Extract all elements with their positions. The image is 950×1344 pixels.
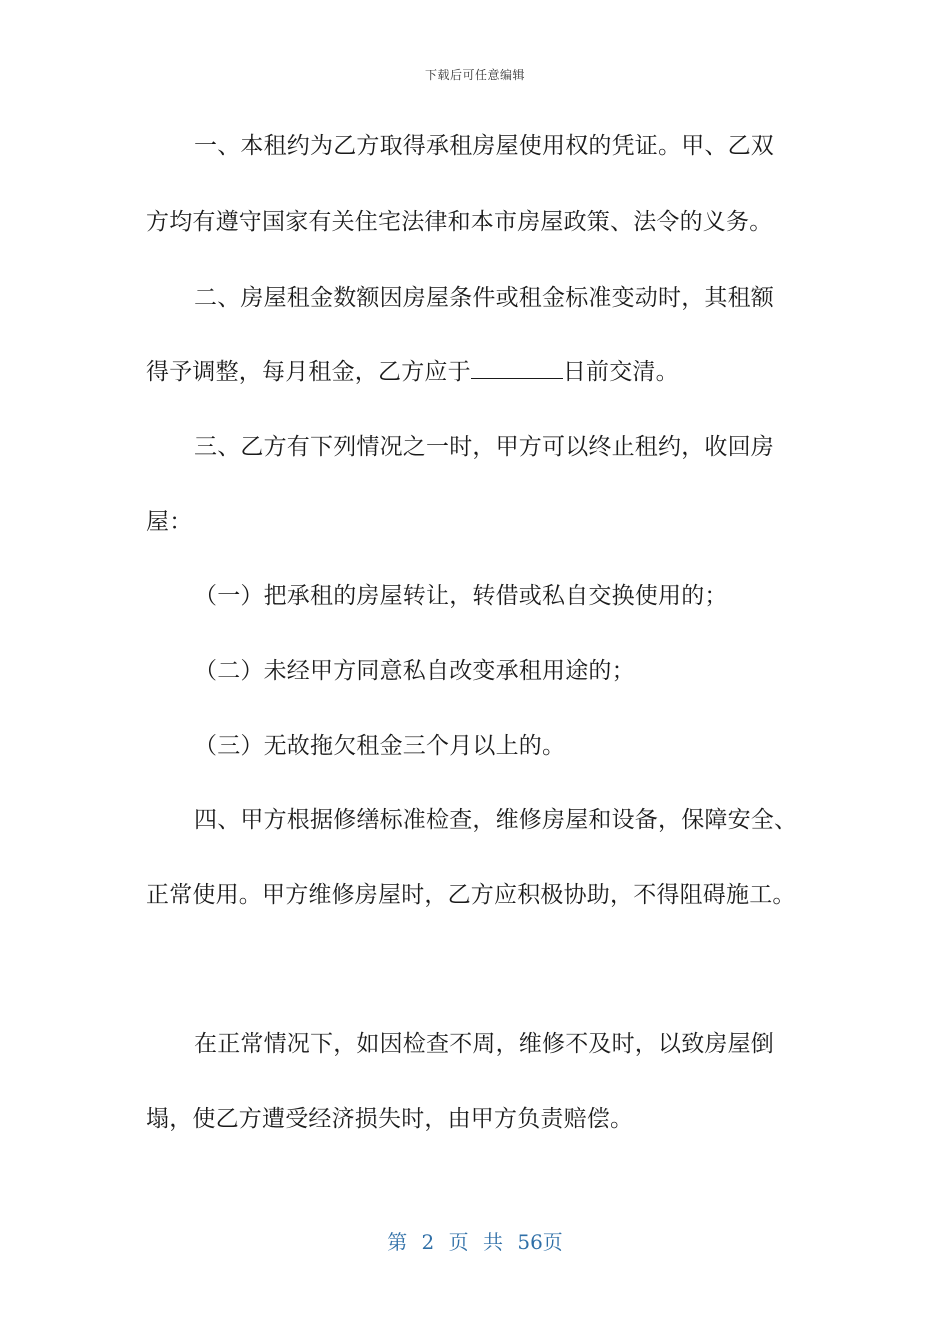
paragraph-5-line-1: 在正常情况下，如因检查不周，维修不及时，以致房屋倒 <box>194 1031 774 1057</box>
paragraph-4-line-1: 四、甲方根据修缮标准检查，维修房屋和设备，保障安全、 <box>194 807 798 833</box>
paragraph-1-line-2: 方均有遵守国家有关住宅法律和本市房屋政策、法令的义务。 <box>146 209 773 235</box>
payment-day-blank[interactable] <box>471 358 563 379</box>
paragraph-2-line-1: 二、房屋租金数额因房屋条件或租金标准变动时，其租额 <box>194 285 774 311</box>
paragraph-2-line-2 <box>146 357 679 387</box>
paragraph-2-line-2-end: 日前交清。 <box>562 359 679 385</box>
list-item-3: （三）无故拖欠租金三个月以上的。 <box>194 733 566 759</box>
paragraph-5-line-2: 塌，使乙方遭受经济损失时，由甲方负责赔偿。 <box>146 1106 634 1132</box>
paragraph-3-line-2: 屋： <box>146 509 193 535</box>
page-footer: 第 2 页 共 56页 <box>387 1230 563 1254</box>
paragraph-3-line-1: 三、乙方有下列情况之一时，甲方可以终止租约，收回房 <box>194 434 774 460</box>
paragraph-4-line-2: 正常使用。甲方维修房屋时，乙方应积极协助，不得阻碍施工。 <box>146 882 796 908</box>
page-header: 下载后可任意编辑 <box>424 68 525 82</box>
paragraph-1-line-1: 一、本租约为乙方取得承租房屋使用权的凭证。甲、乙双 <box>194 133 774 159</box>
list-item-2: （二）未经甲方同意私自改变承租用途的； <box>194 658 635 684</box>
list-item-1: （一）把承租的房屋转让，转借或私自交换使用的； <box>194 583 728 609</box>
paragraph-2-line-2-start: 得予调整，每月租金，乙方应于 <box>146 359 471 385</box>
